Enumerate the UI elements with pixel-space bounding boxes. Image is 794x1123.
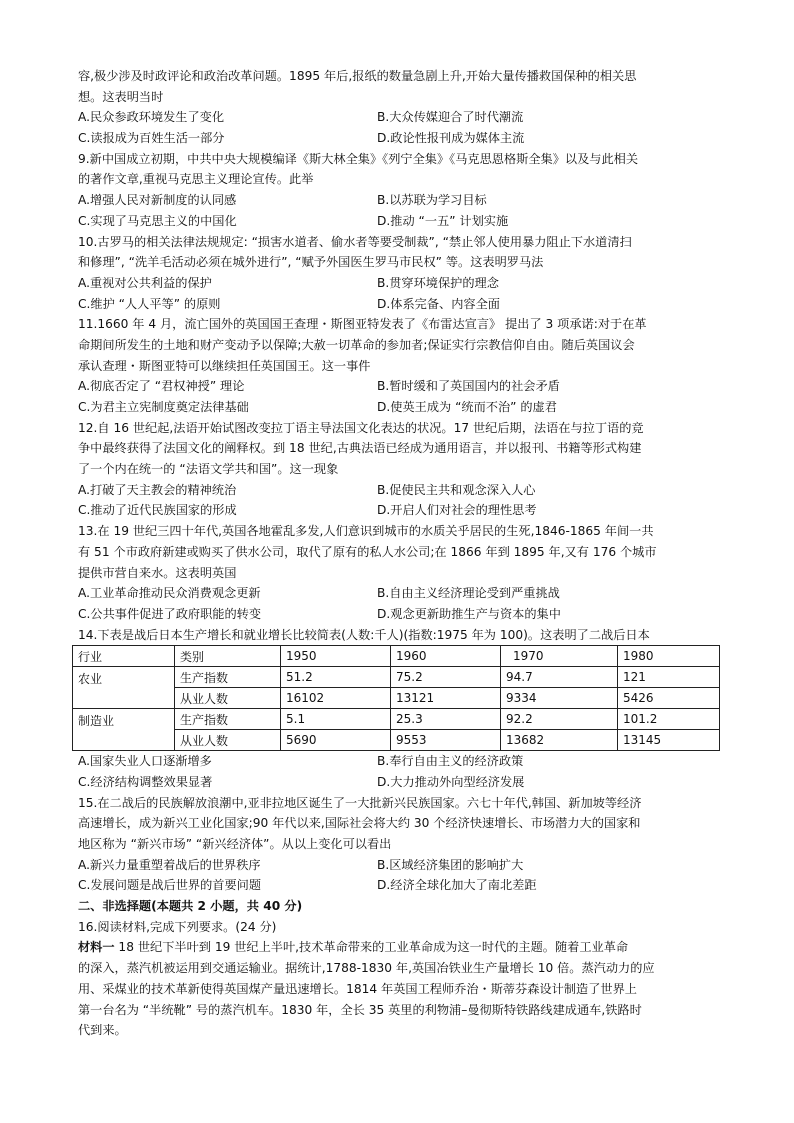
- table-cell: 101.2: [618, 709, 720, 730]
- q13-options-row-1: [78, 583, 718, 604]
- q15-text-1: 15.在二战后的民族解放浪潮中,亚非拉地区诞生了一大批新兴民族国家。六七十年代,韩国、新加坡等经济: [78, 795, 642, 810]
- table-header-cell: 行业: [73, 646, 175, 667]
- q14-option-d[interactable]: D.大力推动外向型经济发展: [377, 774, 525, 789]
- table-cell: 13121: [391, 688, 501, 709]
- table-cell: 9334: [501, 688, 618, 709]
- q13-option-d[interactable]: D.观念更新助推生产与资本的集中: [377, 606, 561, 621]
- q8-options-row-1: [78, 107, 718, 128]
- table-category-cell: 生产指数: [175, 709, 281, 730]
- q12-option-a[interactable]: A.打破了天主教会的精神统治: [78, 482, 237, 497]
- table-industry-cell: 制造业: [73, 709, 175, 751]
- q8-option-c[interactable]: C.读报成为百姓生活一部分: [78, 131, 225, 146]
- q15-options-row-2: [78, 875, 718, 896]
- q11-options-row-1: [78, 376, 718, 397]
- q15-options-row-1: [78, 855, 718, 876]
- q14-option-a[interactable]: A.国家失业人口逐渐增多: [78, 754, 212, 769]
- table-cell: 16102: [281, 688, 391, 709]
- q8-options-row-2: [78, 128, 718, 149]
- q12-text-1: 12.自 16 世纪起,法语开始试图改变拉丁语主导法国文化表达的状况。17 世纪后期，法语在与拉丁语的竞: [78, 420, 644, 435]
- q11-text-3: 承认查理・斯图亚特可以继续担任英国国王。这一事件: [78, 358, 371, 373]
- q13-text-2: 有 51 个市政府新建或购买了供水公司，取代了原有的私人水公司;在 1866 年到 1895 年,又有 176 个城市: [78, 544, 657, 559]
- q16-material-line-1: [78, 937, 718, 958]
- table-cell: 13682: [501, 730, 618, 751]
- q15-option-a[interactable]: A.新兴力量重塑着战后的世界秩序: [78, 857, 261, 872]
- q10-option-b[interactable]: B.贯穿环境保护的理念: [377, 275, 499, 290]
- table-cell: 51.2: [281, 667, 391, 688]
- q14-data-table: [72, 645, 720, 751]
- q12-option-d[interactable]: D.开启人们对社会的理性思考: [377, 503, 537, 518]
- material-label: 材料一: [78, 940, 115, 955]
- q13-text-3: 提供市营自来水。这表明英国: [78, 565, 237, 580]
- q13-option-b[interactable]: B.自由主义经济理论受到严重挑战: [377, 586, 560, 601]
- q16-prompt: 16.阅读材料,完成下列要求。(24 分): [78, 919, 277, 934]
- table-cell: 9553: [391, 730, 501, 751]
- q10-text-2: 和修理”, “洗羊毛活动必须在城外进行”, “赋予外国医生罗马市民权” 等。这表明罗马法: [78, 255, 544, 270]
- q12-option-b[interactable]: B.促使民主共和观念深入人心: [377, 482, 536, 497]
- q15-text-3: 地区称为 “新兴市场” “新兴经济体”。从以上变化可以看出: [78, 837, 392, 851]
- q14-text-1: 14.下表是战后日本生产增长和就业增长比较简表(人数:千人)(指数:1975 年为 100)。这表明了二战后日本: [78, 627, 650, 642]
- q16-material-line-2: 的深入，蒸汽机被运用到交通运输业。据统计,1788-1830 年,英国冶铁业生产量增长 10 倍。蒸汽动力的应: [78, 961, 655, 976]
- q10-options-row-1: [78, 273, 718, 294]
- q11-option-d[interactable]: D.使英王成为 “统而不治” 的虚君: [377, 400, 557, 414]
- q11-text-1: 11.1660 年 4 月，流亡国外的英国国王查理・斯图亚特发表了《布雷达宣言》 提出了 3 项承诺:对于在革: [78, 317, 647, 332]
- q8-option-d[interactable]: D.政论性报刊成为媒体主流: [377, 131, 525, 146]
- q12-options-row-1: [78, 480, 718, 501]
- q9-options-row-1: [78, 190, 718, 211]
- table-row: [73, 709, 720, 730]
- q9-text-1: 9.新中国成立初期，中共中央大规模编译《斯大林全集》《列宁全集》《马克思恩格斯全集》以及与此相关: [78, 151, 639, 166]
- table-cell: 75.2: [391, 667, 501, 688]
- table-cell: 5.1: [281, 709, 391, 730]
- table-header-cell: 1970: [501, 646, 618, 667]
- table-header-cell: 1950: [281, 646, 391, 667]
- q14-option-b[interactable]: B.奉行自由主义的经济政策: [377, 754, 524, 769]
- q15-option-d[interactable]: D.经济全球化加大了南北差距: [377, 878, 537, 893]
- q9-option-a[interactable]: A.增强人民对新制度的认同感: [78, 193, 237, 208]
- q8-option-b[interactable]: B.大众传媒迎合了时代潮流: [377, 110, 524, 125]
- table-cell: 121: [618, 667, 720, 688]
- q11-option-b[interactable]: B.暂时缓和了英国国内的社会矛盾: [377, 379, 560, 394]
- q12-text-2: 争中最终获得了法国文化的阐释权。到 18 世纪,古典法语已经成为通用语言，并以报刊、书籍等形式构建: [78, 441, 642, 456]
- q16-material-line-3: 用、采煤业的技术革新使得英国煤产量迅速增长。1814 年英国工程师乔治・斯蒂芬森设计制造了世界上: [78, 981, 637, 996]
- q12-text-3: 了一个内在统一的 “法语文学共和国”。这一现象: [78, 462, 339, 477]
- q13-text-1: 13.在 19 世纪三四十年代,英国各地霍乱多发,人们意识到城市的水质关乎居民的生死,1846-1865 年间一共: [78, 524, 654, 539]
- q9-text-2: 的著作文章,重视马克思主义理论宣传。此举: [78, 172, 314, 187]
- table-cell: 5690: [281, 730, 391, 751]
- table-category-cell: 生产指数: [175, 667, 281, 688]
- q10-options-row-2: [78, 294, 718, 315]
- q9-option-c[interactable]: C.实现了马克思主义的中国化: [78, 213, 237, 228]
- table-row: [73, 667, 720, 688]
- q11-option-c[interactable]: C.为君主立宪制度奠定法律基础: [78, 400, 249, 414]
- q8-text-1: 容,极少涉及时政评论和政治改革问题。1895 年后,报纸的数量急剧上升,开始大量传播救国保种的相关思: [78, 69, 637, 83]
- q14-option-c[interactable]: C.经济结构调整效果显著: [78, 774, 213, 789]
- q10-option-c[interactable]: C.维护 “人人平等” 的原则: [78, 296, 221, 311]
- q13-option-c[interactable]: C.公共事件促进了政府职能的转变: [78, 606, 262, 621]
- q8-text-2: 想。这表明当时: [78, 89, 164, 104]
- material-text: 18 世纪下半叶到 19 世纪上半叶,技术革命带来的工业革命成为这一时代的主题。随着工业革命: [114, 940, 629, 955]
- q13-options-row-2: [78, 604, 718, 625]
- table-cell: 92.2: [501, 709, 618, 730]
- table-category-cell: 从业人数: [175, 688, 281, 709]
- q11-text-2: 命期间所发生的土地和财产变动予以保障;大赦一切革命的参加者;保证实行宗教信仰自由。随后英国议会: [78, 337, 635, 352]
- q16-material-line-5: 代到来。: [78, 1023, 127, 1038]
- q12-options-row-2: [78, 500, 718, 521]
- table-header-row: [73, 646, 720, 667]
- q9-option-b[interactable]: B.以苏联为学习目标: [377, 193, 487, 208]
- table-cell: 25.3: [391, 709, 501, 730]
- q15-text-2: 高速增长，成为新兴工业化国家;90 年代以来,国际社会将大约 30 个经济快速增长、市场潜力大的国家和: [78, 816, 641, 831]
- table-header-cell: 类别: [175, 646, 281, 667]
- q13-option-a[interactable]: A.工业革命推动民众消费观念更新: [78, 586, 261, 601]
- q15-option-c[interactable]: C.发展问题是战后世界的首要问题: [78, 878, 262, 893]
- q10-option-a[interactable]: A.重视对公共利益的保护: [78, 275, 212, 290]
- q14-options-row-1: [78, 751, 718, 772]
- q11-options-row-2: [78, 397, 718, 418]
- q10-option-d[interactable]: D.体系完备、内容全面: [377, 296, 500, 311]
- q9-option-d[interactable]: D.推动 “一五” 计划实施: [377, 213, 509, 228]
- table-header-cell: 1960: [391, 646, 501, 667]
- table-industry-cell: 农业: [73, 667, 175, 709]
- q14-options-row-2: [78, 772, 718, 793]
- table-category-cell: 从业人数: [175, 730, 281, 751]
- q15-option-b[interactable]: B.区域经济集团的影响扩大: [377, 857, 524, 872]
- q12-option-c[interactable]: C.推动了近代民族国家的形成: [78, 503, 237, 518]
- section-heading: 二、非选择题(本题共 2 小题，共 40 分): [78, 899, 303, 914]
- q11-option-a[interactable]: A.彻底否定了 “君权神授” 理论: [78, 379, 245, 394]
- q16-material-line-4: 第一台名为 “半统靴” 号的蒸汽机车。1830 年，全长 35 英里的利物浦–曼彻斯特铁路线建成通车,铁路时: [78, 1002, 642, 1017]
- exam-page: [78, 66, 718, 1041]
- table-header-cell: 1980: [618, 646, 720, 667]
- table-cell: 13145: [618, 730, 720, 751]
- q8-option-a[interactable]: A.民众参政环境发生了变化: [78, 110, 225, 125]
- q9-options-row-2: [78, 211, 718, 232]
- table-cell: 5426: [618, 688, 720, 709]
- q10-text-1: 10.古罗马的相关法律法规规定: “损害水道者、偷水者等要受制裁”, “禁止邻人使用暴力阻止下水道清扫: [78, 234, 632, 249]
- table-cell: 94.7: [501, 667, 618, 688]
